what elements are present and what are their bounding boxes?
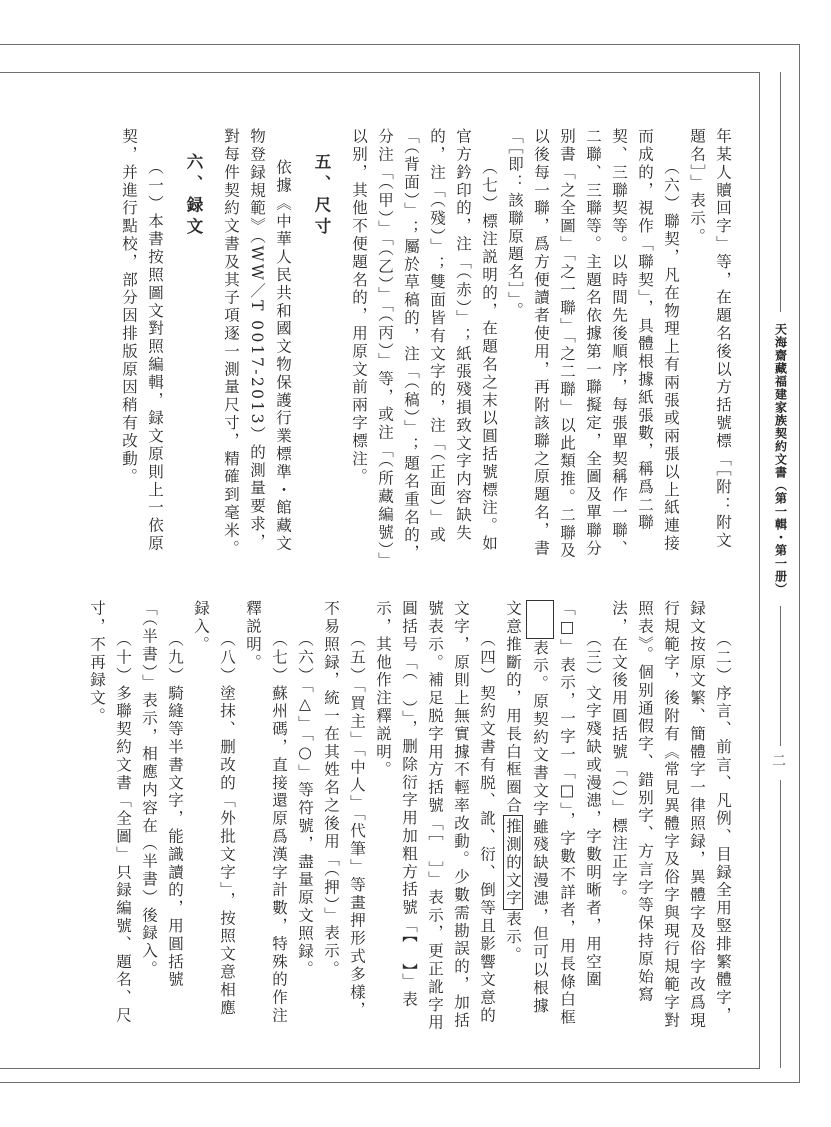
paragraph-item-7-suzhou-numerals: （七）蘇州碼，直接還原爲漢字計數，特殊的作注釋説明。: [244, 600, 288, 1025]
paragraph-item-8-erasures: （八）塗抹、删改的「外批文字」，按照文意相應録入。: [192, 600, 236, 1018]
paragraph-item-10-multi-part: （十）多聯契約文書「全圖」只録編號、題名、尺寸，不再録文。: [88, 600, 132, 1025]
header-rule-top: [780, 72, 781, 312]
paragraph-continuation: 年某人贖回字」等，在題名後以方括號標「［附：附文題名］」表示。: [688, 128, 732, 550]
frame-bottom-rule: [0, 1082, 799, 1083]
paragraph-item-4-errors: （四）契約文書有脱、訛、衍、倒等且影響文意的文字，原則上無實據不輕率改動。少數需勘誤的，加括號表示。補足脱字用方括號「［ ］」表示，更正訛字用圓括号「（ ）」，删除衍字用加粗方括號「【 】」表示，其他作注釋説明。: [374, 600, 496, 1032]
item-3-text-c: 表示。: [504, 910, 522, 965]
header-rule-middle: [780, 606, 781, 746]
paragraph-item-5-signatures: （五）「買主」「中人」「代筆」等畫押形式多樣，不易照録，統一在其姓名之後用「（押）」表示。: [322, 600, 366, 1020]
section-heading-dimensions: 五、尺寸: [312, 152, 331, 239]
frame-top-rule: [0, 44, 799, 45]
framed-inferred-text: 推測的文字: [503, 815, 523, 911]
paragraph-item-6-symbols: （六）「△」「○」等符號，盡量原文照録。: [296, 631, 314, 979]
running-header: [766, 318, 796, 600]
header-rule-bottom: [780, 780, 781, 1068]
frame-inner-bottom-rule: [0, 1068, 759, 1069]
lower-text-column: [88, 600, 736, 1032]
running-header-text: 天海齋藏福建家族契約文書（第一輯・第一册）: [773, 322, 788, 596]
paragraph-transcription-item-1: （一）本書按照圖文對照編輯，録文原則上一依原契，并進行點校，部分因排版原因稍有改動。: [120, 128, 164, 553]
paragraph-item-9-half-characters: （九）騎縫等半書文字，能識讀的，用圓括號「（半書）」表示，相應内容在（半書）後録入。: [140, 600, 184, 989]
frame-inner-right-edge: [759, 72, 760, 1069]
section-heading-transcription: 六、録文: [184, 152, 203, 239]
paragraph-item-3-illegible: [500, 600, 606, 1032]
upper-text-column: [105, 128, 736, 566]
paragraph-item-2-characters: （二）序言、前言、凡例、目録全用竪排繁體字，録文按原文繁、簡體字一律照録，異體字及俗字改爲現行規範字，後附有《常見異體字及俗字與現行規範字對照表》。個别通假字、錯别字、方言字等保持原始寫法，在文後用圓括號「（）」標注正字。: [610, 600, 732, 1030]
long-blank-box: [526, 600, 554, 639]
paragraph-dimensions: 依據《中華人民共和國文物保護行業標準・館藏文物登録規範》（WW／T 0017-2013）的測量要求，對每件契約文書及其子項逐一測量尺寸，精確到毫米。: [222, 128, 292, 558]
paragraph-item-7-annotations: （七）標注説明的，在題名之末以圓括號標注。如官方鈐印的，注「（赤）」；紙張殘損致文字内容缺失的，注「（殘）」；雙面皆有文字的，注「（正面）」或「（背面）」；屬於草稿的，注「（稿）」；題名重名的，分注「（甲）」「（乙）」「（丙）」等，或注「（所藏編號）」以别，其他不便題名的，用原文前兩字標注。: [350, 128, 498, 563]
frame-inner-top-rule: [0, 72, 759, 73]
item-3-text-a: （三）文字殘缺或漫漶，字數明晰者，用空圍「□」表示，一字一「□」，字數不詳者，用長條白框: [558, 600, 602, 1027]
frame-right-edge: [799, 44, 800, 1083]
page-number: 二: [770, 753, 786, 767]
paragraph-item-6-linked-contracts: （六）聯契，凡在物理上有兩張或兩張以上紙連接而成的，視作「聯契」，具體根據紙張數，稱爲二聯契、三聯契等。以時間先後順序，每張單契稱作一聯、二聯、三聯等。主題名依據第一聯擬定，全圖及單聯分别書「之全圖」「之一聯」「之二聯」以此類推。二聯及以後每一聯，爲方便讀者使用，再附該聯之原題名，書「［即：該聯原題名］」。: [506, 128, 680, 560]
item-3-text-b: 表示。原契約文書文字雖殘缺漫漶，但可以根據文意推斷的，用長白框圈合: [504, 600, 549, 1016]
